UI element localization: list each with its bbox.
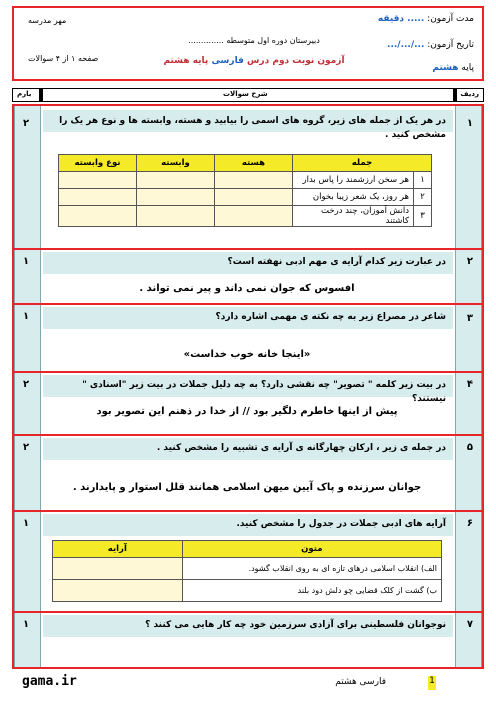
- question-number: ۱: [466, 118, 473, 129]
- dependent-cell[interactable]: [137, 206, 215, 227]
- dependent-type-cell[interactable]: [59, 206, 137, 227]
- question-score: ۲: [23, 118, 30, 129]
- question-score: ۲: [23, 442, 30, 453]
- question-row: [14, 250, 482, 305]
- sentence-cell: دانش آموزان، چند درخت کاشتند: [293, 206, 414, 227]
- table-header: نوع وابسته: [59, 155, 137, 172]
- grade-value: هشتم: [432, 63, 459, 73]
- question-score: ۱: [23, 256, 30, 267]
- table-header: جمله: [293, 155, 432, 172]
- question-number: ۳: [466, 313, 473, 324]
- head-cell[interactable]: [215, 172, 293, 189]
- page-number: 1: [428, 676, 436, 690]
- question-number: ۲: [466, 256, 473, 267]
- head-cell[interactable]: [215, 206, 293, 227]
- text-cell: الف) انقلاب اسلامی درهای تازه ای به روی انقلاب گشود.: [182, 558, 441, 580]
- page-info: صفحه ۱ از ۴ سوالات: [28, 54, 99, 63]
- row-index: ۲: [414, 189, 432, 206]
- questions-frame: [12, 104, 484, 669]
- question-text: در هر یک از جمله های زیر، گروه های اسمی را بیابید و هسته، وابسته ها و نوع هر یک را مشخص کنید .: [59, 116, 446, 140]
- grade: [432, 63, 474, 73]
- question-score: ۲: [23, 379, 30, 390]
- text-cell: ب) گشت از کلک قضایی چو دلش دود بلند: [182, 580, 441, 602]
- question-text: در جمله ی زیر ، ارکان چهارگانه ی آرایه ی تشبیه را مشخص کنید .: [156, 443, 446, 453]
- description-column-label: شرح سوالات: [223, 90, 268, 98]
- school-stamp: مهر مدرسه: [28, 16, 67, 25]
- row-column-label: ردیف: [460, 90, 479, 98]
- question-number: ۶: [466, 518, 473, 529]
- device-cell[interactable]: [53, 558, 183, 580]
- device-cell[interactable]: [53, 580, 183, 602]
- page-footer: [0, 674, 496, 700]
- exam-title-prefix: آزمون نوبت دوم درس: [247, 56, 345, 66]
- column-header: [12, 88, 484, 102]
- site-logo[interactable]: gama.ir: [22, 674, 77, 689]
- exam-grade: پایه هشتم: [163, 56, 209, 66]
- question-number: ۴: [466, 379, 473, 390]
- table-header: متون: [182, 541, 441, 558]
- literary-devices-table: [52, 540, 442, 602]
- table-row: [53, 558, 442, 580]
- question-score: ۱: [23, 619, 30, 630]
- grade-label: پایه: [461, 63, 474, 73]
- table-row: [53, 580, 442, 602]
- question-text: نوجوانان فلسطینی برای آزادی سرزمین خود چه کار هایی می کنند ؟: [145, 620, 446, 630]
- question-text: در عبارت زیر کدام آرایه ی مهم ادبی نهفته است؟: [227, 257, 446, 267]
- table-header: وابسته: [137, 155, 215, 172]
- table-row: [59, 206, 432, 227]
- question-score: ۱: [23, 518, 30, 529]
- question-text: در بیت زیر کلمه " تصویر" چه نقشی دارد؟ به چه دلیل جملات در بیت زیر "اسنادی " نیستند؟: [82, 380, 446, 404]
- table-row: [59, 172, 432, 189]
- exam-subject: فارسی: [211, 56, 244, 66]
- column-divider: [453, 89, 457, 101]
- dependent-cell[interactable]: [137, 172, 215, 189]
- question-number: ۷: [466, 619, 473, 630]
- head-cell[interactable]: [215, 189, 293, 206]
- table-row: [59, 189, 432, 206]
- exam-date: [387, 40, 474, 50]
- literary-quote: افسوس که جوان نمی داند و پیر نمی تواند .: [139, 283, 355, 294]
- literary-quote: «اینجا خانه خوب خداست»: [183, 349, 311, 360]
- duration: [378, 14, 474, 24]
- duration-label: مدت آزمون:: [427, 14, 474, 24]
- question-score: ۱: [23, 311, 30, 322]
- column-divider: [39, 89, 43, 101]
- dependent-type-cell[interactable]: [59, 172, 137, 189]
- question-text: شاعر در مصراع زیر به چه نکته ی مهمی اشاره دارد؟: [215, 312, 446, 322]
- footer-subject: فارسی هشتم: [335, 677, 386, 687]
- date-value: .../.../...: [387, 40, 425, 50]
- sentence-cell: هر روز، یک شعر زیبا بخوان: [293, 189, 414, 206]
- dependent-type-cell[interactable]: [59, 189, 137, 206]
- table-header: آرایه: [53, 541, 183, 558]
- question-number: ۵: [466, 442, 473, 453]
- date-label: تاریخ آزمون:: [427, 40, 474, 50]
- school-name: دبیرستان دوره اول متوسطه ..............: [188, 36, 320, 45]
- duration-value: ..... دقیقه: [377, 14, 425, 24]
- row-index: ۳: [414, 206, 432, 227]
- literary-quote: جوانان سرزنده و پاک آیین میهن اسلامی همانند قلل استوار و پایدارند .: [72, 482, 422, 493]
- row-index: ۱: [414, 172, 432, 189]
- score-column-label: بارم: [17, 90, 32, 98]
- question-row: [14, 436, 482, 512]
- exam-title: [154, 56, 354, 66]
- exam-header: [12, 6, 484, 81]
- question-row: [14, 305, 482, 373]
- question-row: [14, 512, 482, 613]
- question-row: [14, 106, 482, 250]
- table-header: هسته: [215, 155, 293, 172]
- sentence-cell: هر سخن ارزشمند را پاس بدار: [293, 172, 414, 189]
- poem-verse: پیش از اینها خاطرم دلگیر بود // از خدا در ذهنم این تصویر بود: [96, 406, 398, 417]
- noun-groups-table: [58, 154, 432, 227]
- question-text: آرایه های ادبی جملات در جدول را مشخص کنید.: [236, 519, 446, 529]
- dependent-cell[interactable]: [137, 189, 215, 206]
- question-row: [14, 613, 482, 669]
- question-row: [14, 373, 482, 436]
